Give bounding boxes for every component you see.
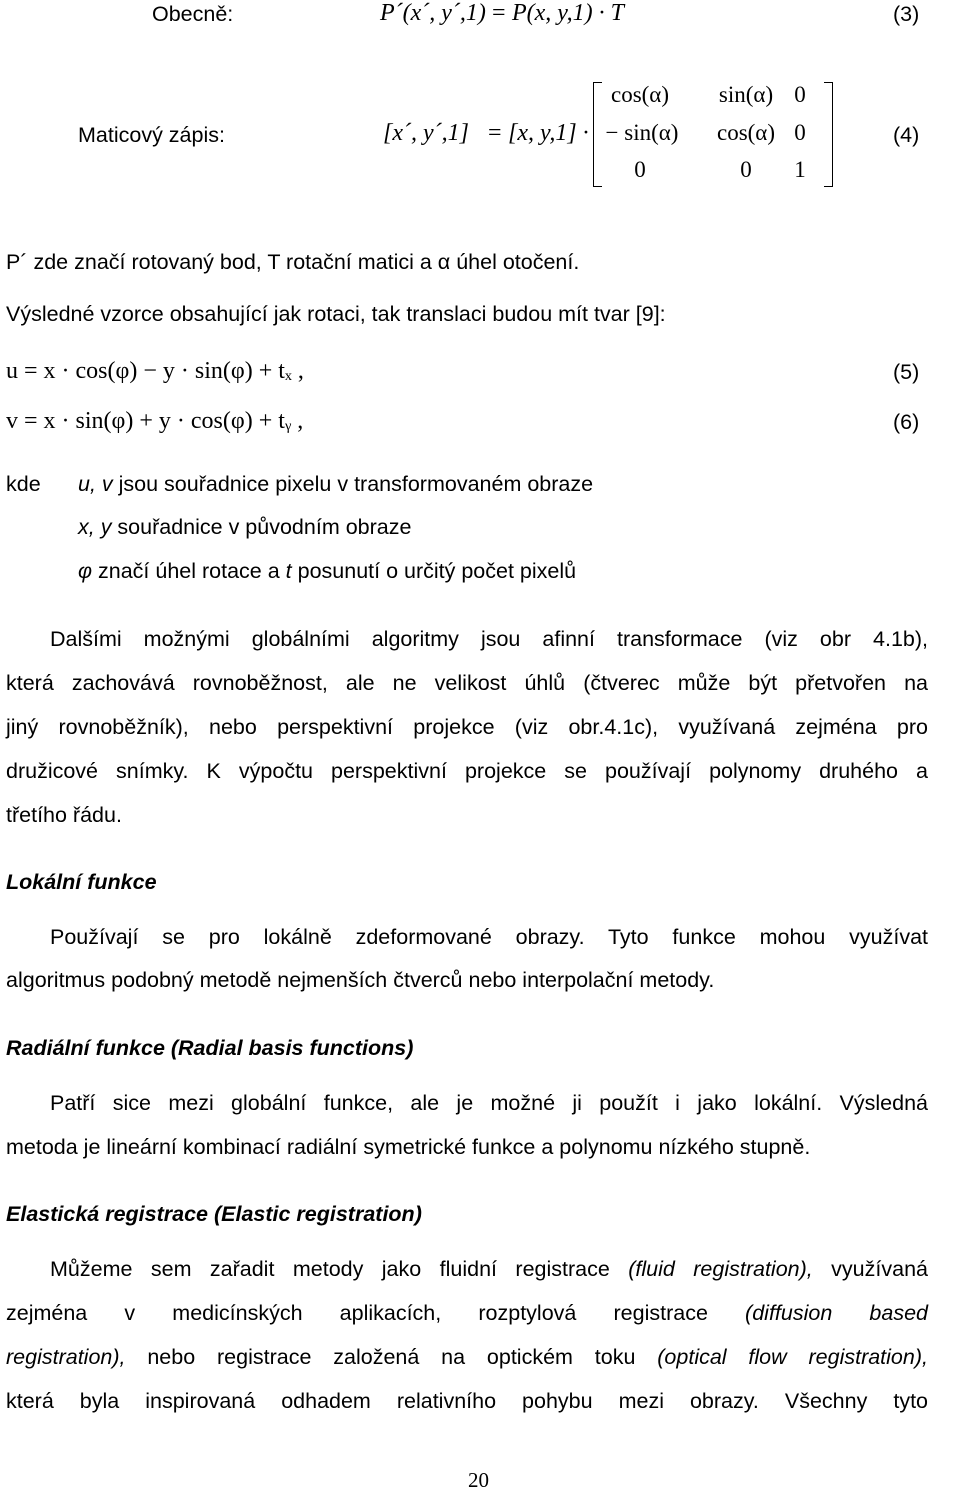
eq6-formula: v = x · sin(φ) + y · cos(φ) + tᵧ ,: [6, 408, 304, 434]
eq3-rhs: P(x, y,1) · T: [512, 0, 624, 26]
heading-elastic-registration: Elastická registrace (Elastic registration): [6, 1202, 422, 1226]
affine-line-2: která zachovává rovnoběžnost, ale ne velikost úhlů (čtverec může být přetvořen na: [6, 671, 928, 695]
affine-line-1: Dalšími možnými globálními algoritmy jsou afinní transformace (viz obr 4.1b),: [50, 627, 928, 651]
matrix-right-bracket: [824, 82, 833, 187]
matrix-cell-r1c1: cos(α): [610, 82, 670, 107]
kde-item-1: u, v jsou souřadnice pixelu v transformovaném obraze: [78, 472, 594, 496]
eq5-number: (5): [893, 360, 920, 384]
eq4-lhs: [x´, y´,1]: [383, 120, 469, 146]
affine-line-5: třetího řádu.: [6, 803, 122, 827]
eq3-equals: =: [492, 0, 506, 26]
matrix-cell-r2c1: − sin(α): [605, 120, 679, 145]
heading-radial-functions: Radiální funkce (Radial basis functions): [6, 1036, 414, 1060]
definition-paragraph: P´ zde značí rotovaný bod, T rotační matici a α úhel otočení.: [6, 250, 580, 274]
eq3-label: Obecně:: [152, 2, 234, 26]
eq5-formula: u = x · cos(φ) − y · sin(φ) + tₓ ,: [6, 358, 304, 384]
affine-line-4: družicové snímky. K výpočtu perspektivní projekce se používají polynomy druhého a: [6, 759, 928, 783]
eq4-label: Maticový zápis:: [78, 123, 225, 147]
local-line-1: Používají se pro lokálně zdeformované obrazy. Tyto funkce mohou využívat: [50, 925, 928, 949]
matrix-cell-r1c2: sin(α): [718, 82, 774, 107]
page-number: 20: [468, 1468, 489, 1492]
eq4-number: (4): [893, 123, 920, 147]
eq4-rhs: [x, y,1] ·: [508, 120, 589, 146]
kde-item-2: x, y souřadnice v původním obraze: [78, 515, 412, 539]
eq4-equals: =: [488, 120, 502, 146]
heading-local-functions: Lokální funkce: [6, 870, 157, 894]
eq6-number: (6): [893, 410, 920, 434]
result-paragraph: Výsledné vzorce obsahující jak rotaci, tak translaci budou mít tvar [9]:: [6, 302, 666, 326]
kde-label: kde: [6, 472, 41, 496]
elastic-line-3: registration), nebo registrace založená na optickém toku (optical flow registration),: [6, 1345, 928, 1369]
affine-line-3: jiný rovnoběžník), nebo perspektivní projekce (viz obr.4.1c), využívaná zejména pro: [6, 715, 928, 739]
eq3-number: (3): [893, 2, 920, 26]
radial-line-2: metoda je lineární kombinací radiální symetrické funkce a polynomu nízkého stupně.: [6, 1135, 811, 1159]
matrix-cell-r3c1: 0: [634, 157, 646, 182]
elastic-line-2: zejména v medicínských aplikacích, rozptylová registrace (diffusion based: [6, 1301, 929, 1325]
elastic-line-1: Můžeme sem zařadit metody jako fluidní registrace (fluid registration), využívaná: [50, 1257, 928, 1281]
matrix-cell-r2c3: 0: [794, 120, 806, 145]
kde-item-3: φ značí úhel rotace a t posunutí o určitý počet pixelů: [78, 559, 577, 583]
matrix-cell-r2c2: cos(α): [716, 120, 776, 145]
eq3-lhs: P´(x´, y´,1): [380, 0, 486, 26]
elastic-line-4: která byla inspirovaná odhadem relativního pohybu mezi obrazy. Všechny tyto: [6, 1389, 928, 1413]
matrix-cell-r3c2: 0: [740, 157, 752, 182]
local-line-2: algoritmus podobný metodě nejmenších čtverců nebo interpolační metody.: [6, 968, 715, 992]
matrix-cell-r1c3: 0: [794, 82, 806, 107]
radial-line-1: Patří sice mezi globální funkce, ale je možné ji použít i jako lokální. Výsledná: [50, 1091, 928, 1115]
matrix-cell-r3c3: 1: [794, 157, 806, 182]
